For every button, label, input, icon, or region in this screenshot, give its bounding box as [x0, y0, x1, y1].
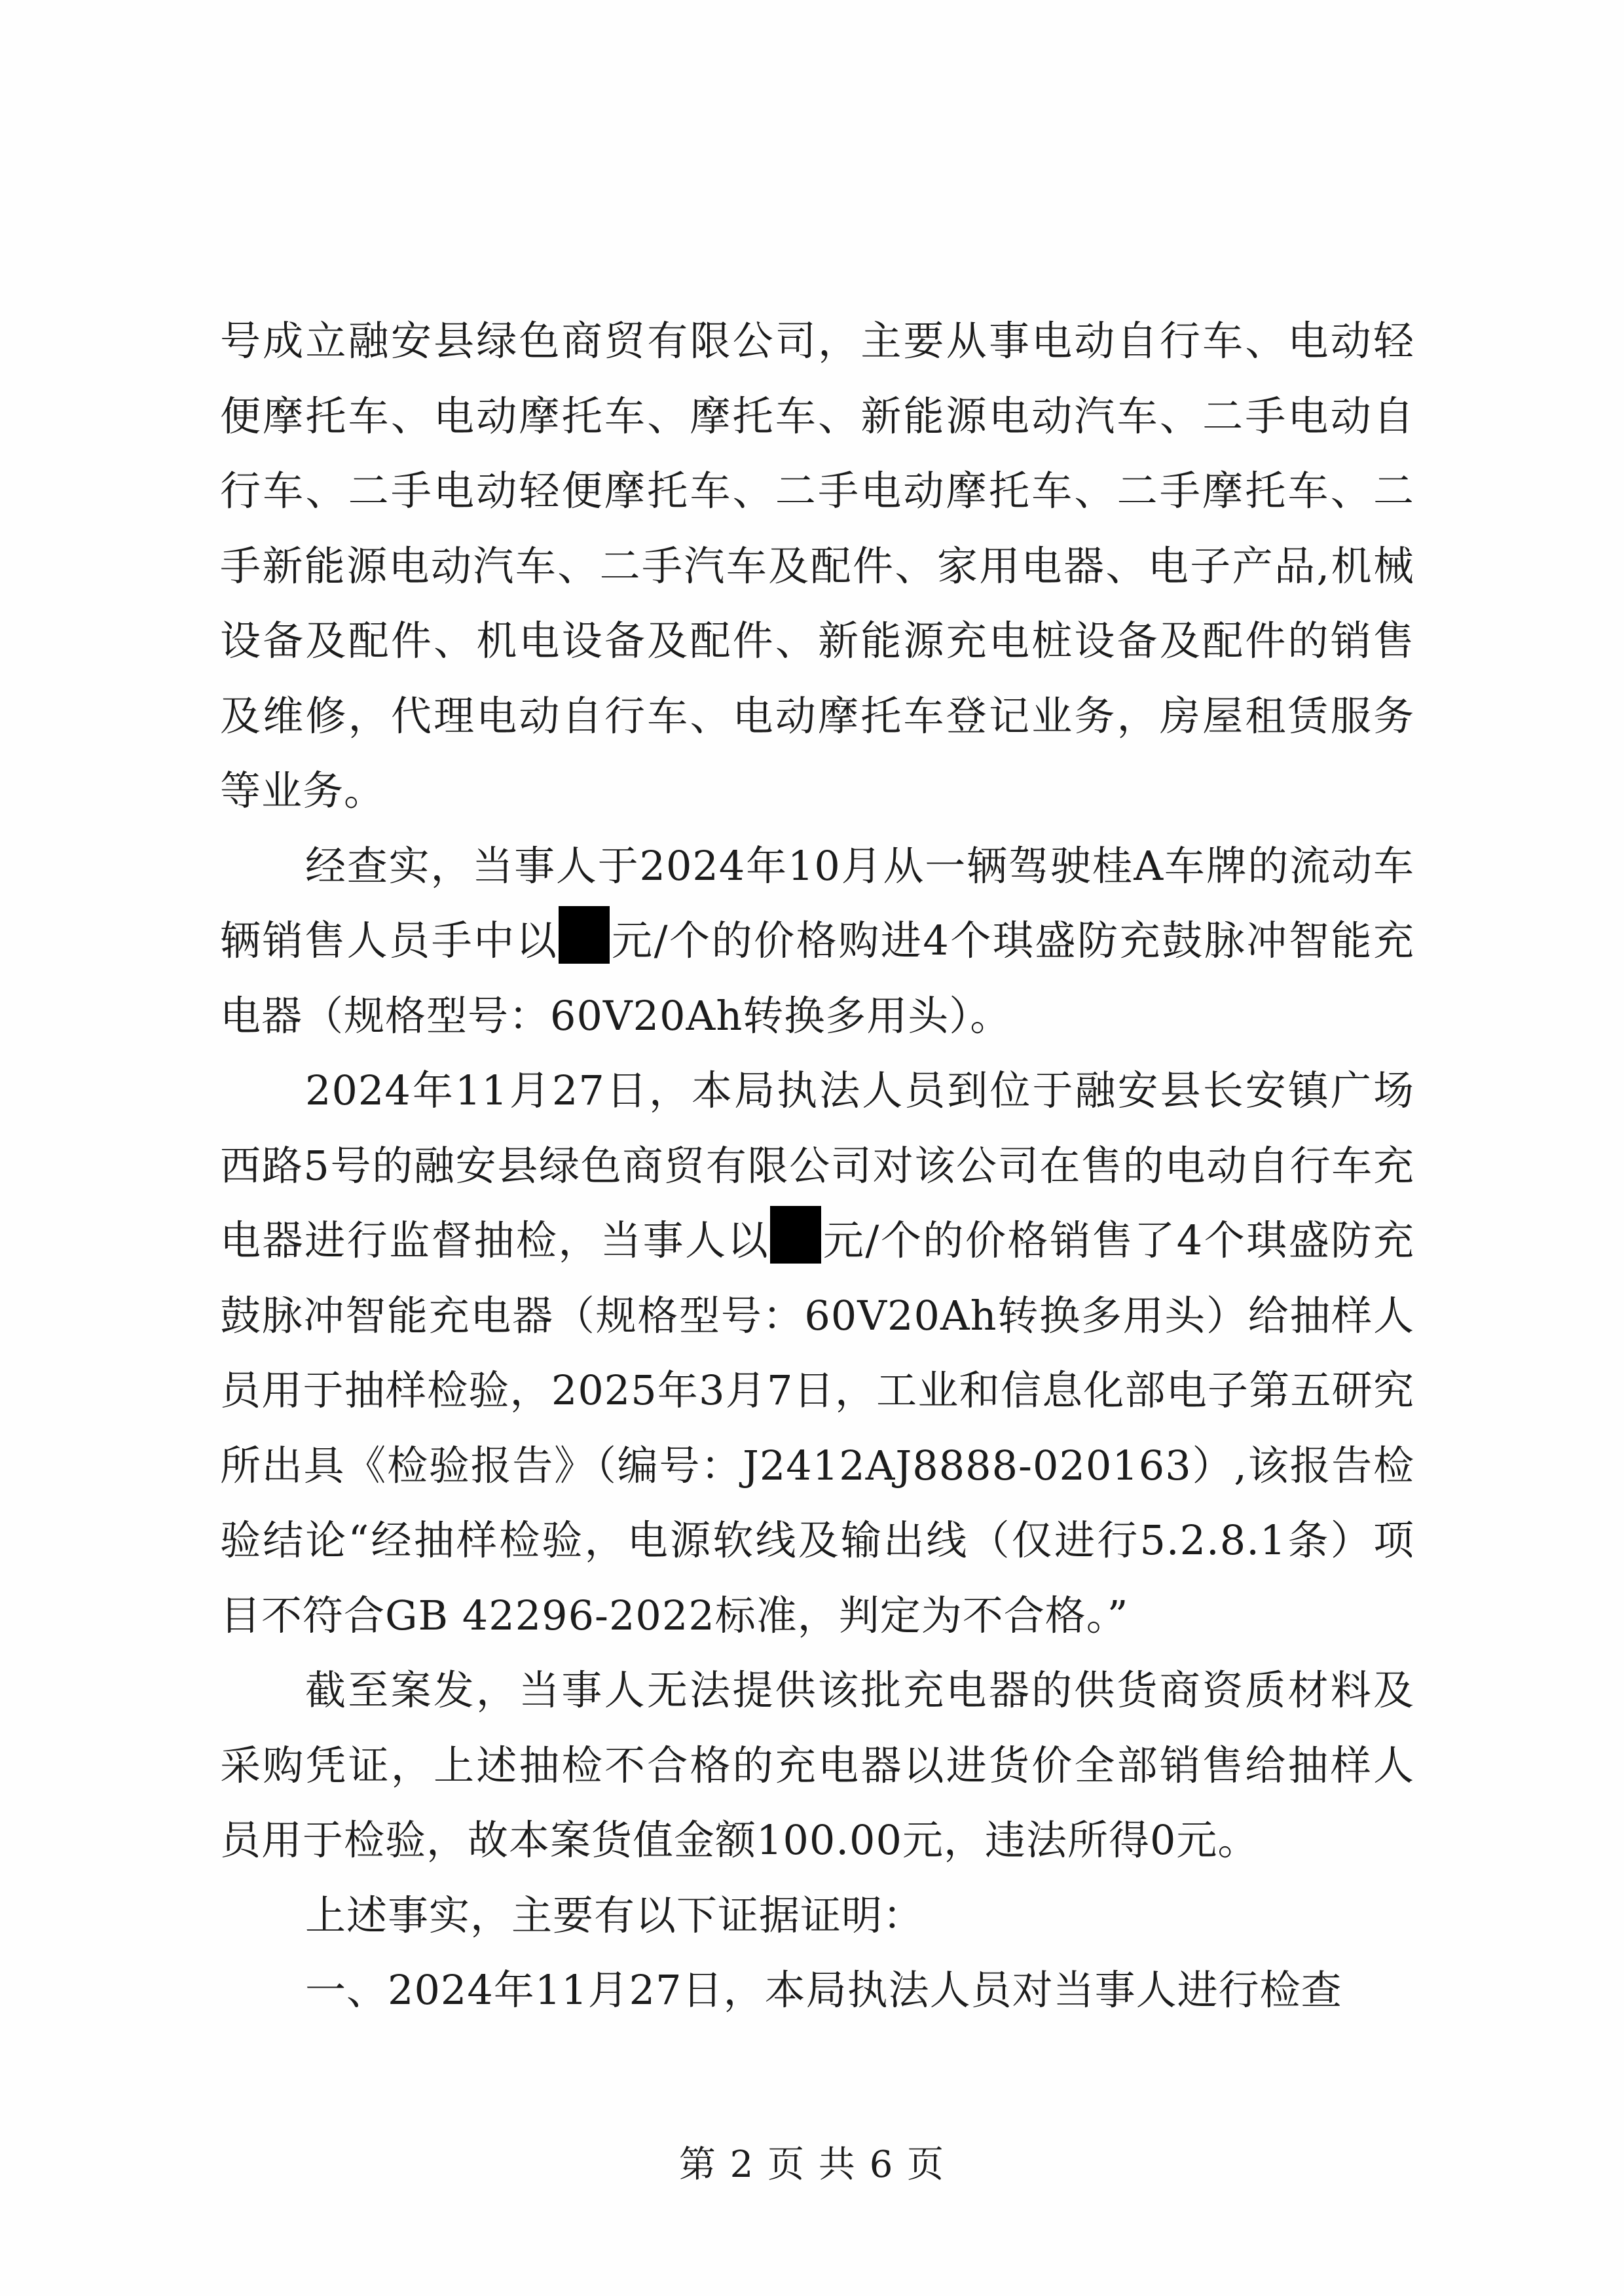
paragraph-text: 上述事实，主要有以下证据证明： [305, 1891, 925, 1939]
paragraph-text: 号成立融安县绿色商贸有限公司，主要从事电动自行车、电动轻便摩托车、电动摩托车、摩托车、新能源电动汽车、二手电动自行车、二手电动轻便摩托车、二手电动摩托车、二手摩托车、二手新能源电动汽车、二手汽车及配件、家用电器、电子产品,机械设备及配件、机电设备及配件、新能源充电桩设备及配件的销售及维修，代理电动自行车、电动摩托车登记业务，房屋租赁服务等业务。 [220, 317, 1414, 814]
redaction-block [770, 1206, 821, 1264]
paragraph-text: 元/个的价格销售了4个琪盛防充鼓脉冲智能充电器（规格型号：60V20Ah转换多用头）给抽样人员用于抽样检验，2025年3月7日，工业和信息化部电子第五研究所出具《检验报告》（编号：J2412AJ8888-020163）,该报告检验结论“经抽样检验，电源软线及输出线（仅进行5.2.8.1条）项目不符合GB 42296-2022标准，判定为不合格。” [220, 1216, 1414, 1639]
paragraph-text: 截至案发，当事人无法提供该批充电器的供货商资质材料及采购凭证，上述抽检不合格的充电器以进货价全部销售给抽样人员用于检验，故本案货值金额100.00元，违法所得0元。 [220, 1666, 1414, 1864]
body-paragraph [220, 1653, 1414, 1878]
redaction-block [559, 906, 610, 964]
body-paragraph [220, 1953, 1414, 2028]
paragraph-text: 元/个的价格购进4个琪盛防充鼓脉冲智能充电器（规格型号：60V20Ah转换多用头）。 [220, 917, 1414, 1040]
page-footer: 第 2 页 共 6 页 [678, 2143, 946, 2186]
paragraph-text: 一、2024年11月27日，本局执法人员对当事人进行检查 [305, 1966, 1342, 2014]
paragraph-text: 2024年11月27日，本局执法人员到位于融安县长安镇广场西路5号的融安县绿色商贸有限公司对该公司在售的电动自行车充电器进行监督抽检，当事人以 [220, 1066, 1414, 1264]
paragraph-text: 经查实，当事人于2024年10月从一辆驾驶桂A车牌的流动车辆销售人员手中以 [220, 841, 1414, 964]
body-paragraph [220, 1053, 1414, 1653]
body-paragraph [220, 829, 1414, 1054]
body-paragraph [220, 304, 1414, 829]
document-body [220, 304, 1414, 2028]
body-paragraph [220, 1878, 1414, 1954]
